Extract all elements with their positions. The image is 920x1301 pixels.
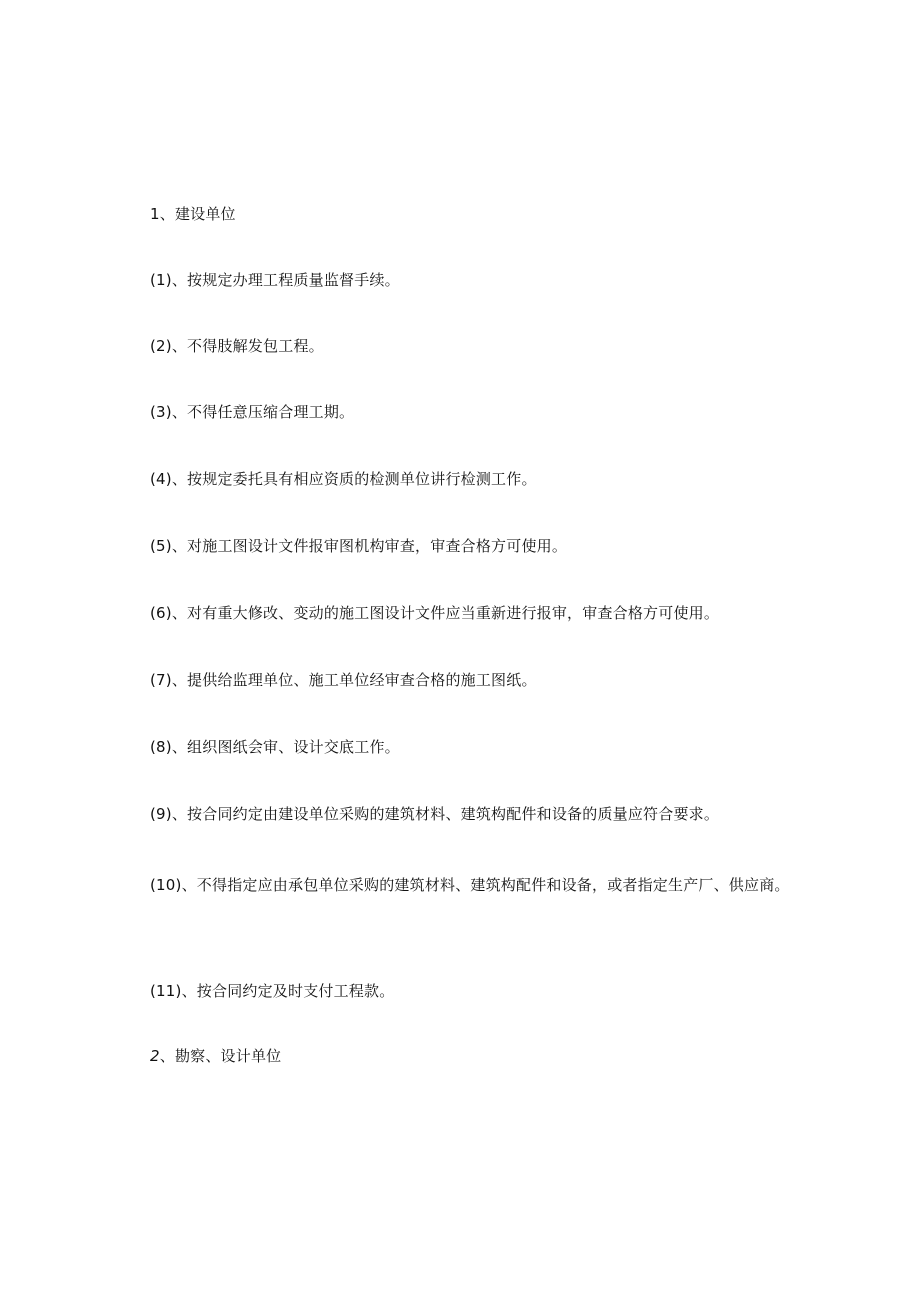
section-heading-1: 1、建设单位 <box>150 205 236 223</box>
list-item: (11)、按合同约定及时支付工程款。 <box>150 982 395 1000</box>
list-item: (2)、不得肢解发包工程。 <box>150 337 324 355</box>
section-title: 、勘察、设计单位 <box>159 1047 282 1065</box>
list-item: (1)、按规定办理工程质量监督手续。 <box>150 271 400 289</box>
list-item: (8)、组织图纸会审、设计交底工作。 <box>150 738 400 756</box>
list-item: (10)、不得指定应由承包单位采购的建筑材料、建筑构配件和设备，或者指定生产厂、供应商。 <box>150 876 790 894</box>
list-item: (6)、对有重大修改、变动的施工图设计文件应当重新进行报审，审查合格方可使用。 <box>150 604 720 622</box>
list-item: (5)、对施工图设计文件报审图机构审查，审查合格方可使用。 <box>150 537 568 555</box>
list-item: (3)、不得任意压缩合理工期。 <box>150 403 355 421</box>
list-item: (4)、按规定委托具有相应资质的检测单位讲行检测工作。 <box>150 470 537 488</box>
list-item: (9)、按合同约定由建设单位采购的建筑材料、建筑构配件和设备的质量应符合要求。 <box>150 805 720 823</box>
section-number: 2 <box>150 1047 160 1065</box>
section-heading-2 <box>150 1041 281 1071</box>
list-item: (7)、提供给监理单位、施工单位经审查合格的施工图纸。 <box>150 671 537 689</box>
